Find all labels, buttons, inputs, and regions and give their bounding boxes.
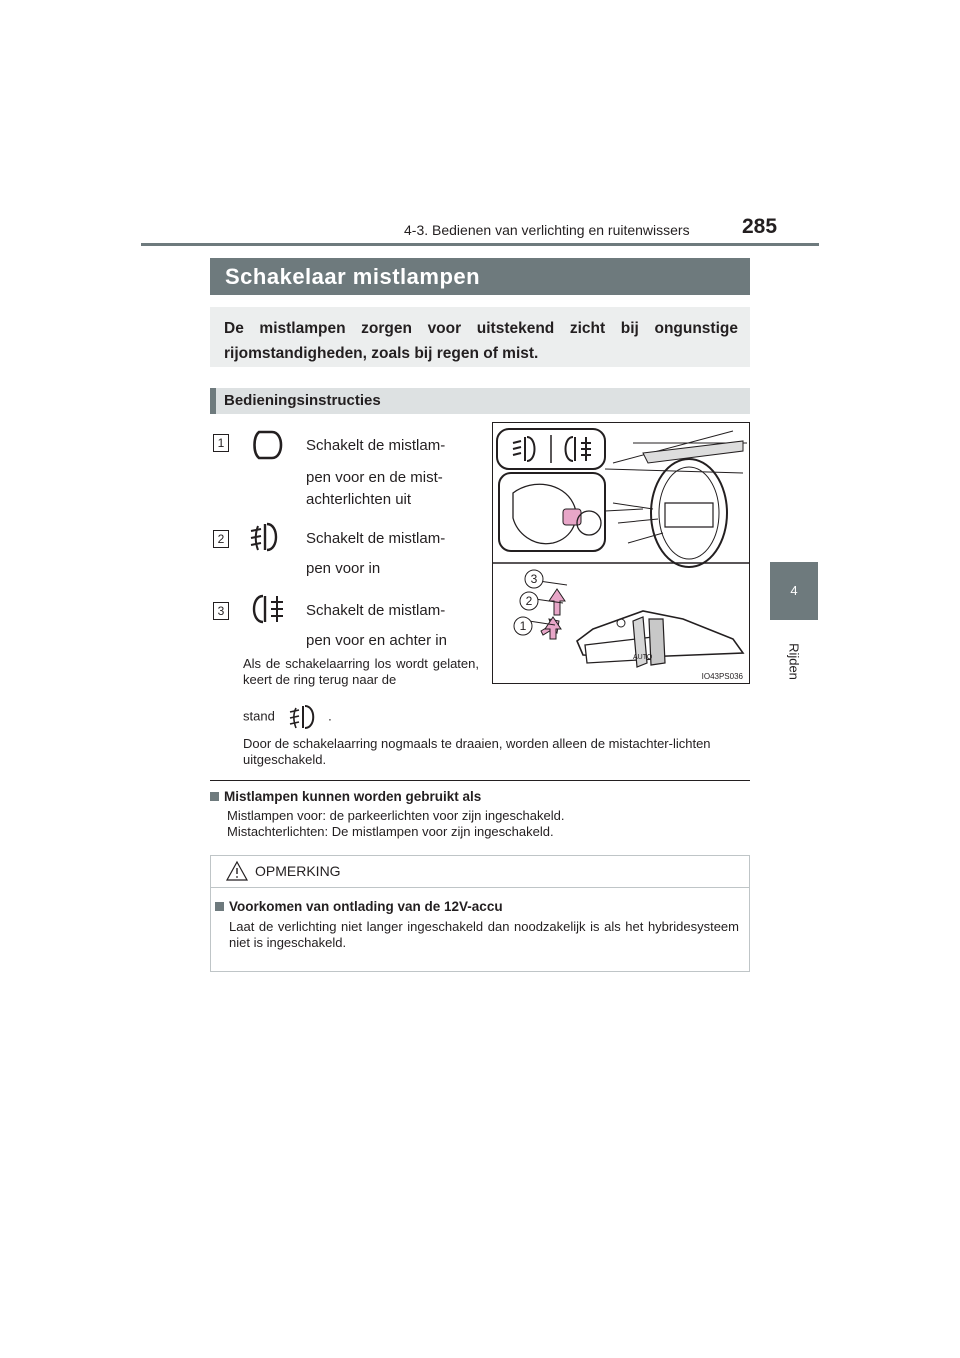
notice-box [210,855,750,972]
item-1-line-3: achterlichten uit [306,491,412,508]
figure-code: IO43PS036 [701,672,743,681]
header-rule-final [141,243,819,246]
figure-callout-2: 2 [525,594,533,608]
figure-callout-3: 3 [530,572,538,586]
figure-drawing [493,423,749,683]
item-2-line-1: Schakelt de mistlam- [306,530,446,547]
item-1-line-1: Schakelt de mistlam- [306,437,446,454]
mist-heading [210,789,481,804]
notice-label: OPMERKING [255,863,341,879]
subsection-heading: Bedieningsinstructies [210,388,750,414]
item-text-1 [306,433,476,513]
square-bullet-icon [215,902,224,911]
notice-header [211,856,749,888]
stand-end: . [328,708,332,724]
item-3-line-2: pen voor en achter in [306,632,447,649]
section-divider [210,780,750,781]
mist-line-1: Mistlampen voor: de parkeerlichten voor zijn ingeschakeld. [227,808,565,823]
item-2-line-2: pen voor in [306,560,381,577]
item-number-3: 3 [213,602,229,620]
notice-heading-text: Voorkomen van ontlading van de 12V-accu [229,899,503,914]
rear-fog-icon [247,592,291,626]
figure-callout-1: 1 [519,619,527,633]
chapter-label-text: Rijden [786,643,802,680]
intro-box: De mistlampen zorgen voor uitstekend zicht bij ongunstige rijomstandigheden, zoals bij regen of mist. [210,307,750,367]
notice-heading [215,899,503,914]
item-3-line-1: Schakelt de mistlam- [306,602,446,619]
mist-body [227,808,564,840]
mist-heading-text: Mistlampen kunnen worden gebruikt als [224,789,482,804]
front-fog-icon [245,520,289,554]
item-text-3 [306,598,476,654]
item-1-line-2: pen voor en de mist- [306,469,443,486]
square-bullet-icon [210,792,219,801]
front-fog-icon-inline [284,704,324,730]
release-note: Als de schakelaarring los wordt gelaten, keert de ring terug naar de [243,656,479,687]
stand-line [243,704,332,730]
item-number-2: 2 [213,530,229,548]
page-number: 285 [742,215,778,238]
section-title: Schakelaar mistlampen [210,258,750,295]
chapter-label [770,632,818,692]
item-number-1: 1 [213,434,229,452]
door-note: Door de schakelaarring nogmaals te draaien, worden alleen de mistachter-lichten uitgeschakeld. [243,736,711,767]
fog-off-icon [250,429,290,461]
warning-triangle-icon [225,860,249,882]
chapter-tab[interactable]: 4 [770,562,818,620]
figure-auto-label: AUTO [633,654,653,661]
notice-body: Laat de verlichting niet langer ingeschakeld dan noodzakelijk is als het hybridesysteem niet is ingeschakeld. [229,919,739,950]
figure-illustration [492,422,750,684]
section-header: 4-3. Bedienen van verlichting en ruitenwissers [404,222,690,238]
item-text-2 [306,526,476,582]
mist-line-2: Mistachterlichten: De mistlampen voor zijn ingeschakeld. [227,824,554,839]
stand-word: stand [243,708,275,724]
